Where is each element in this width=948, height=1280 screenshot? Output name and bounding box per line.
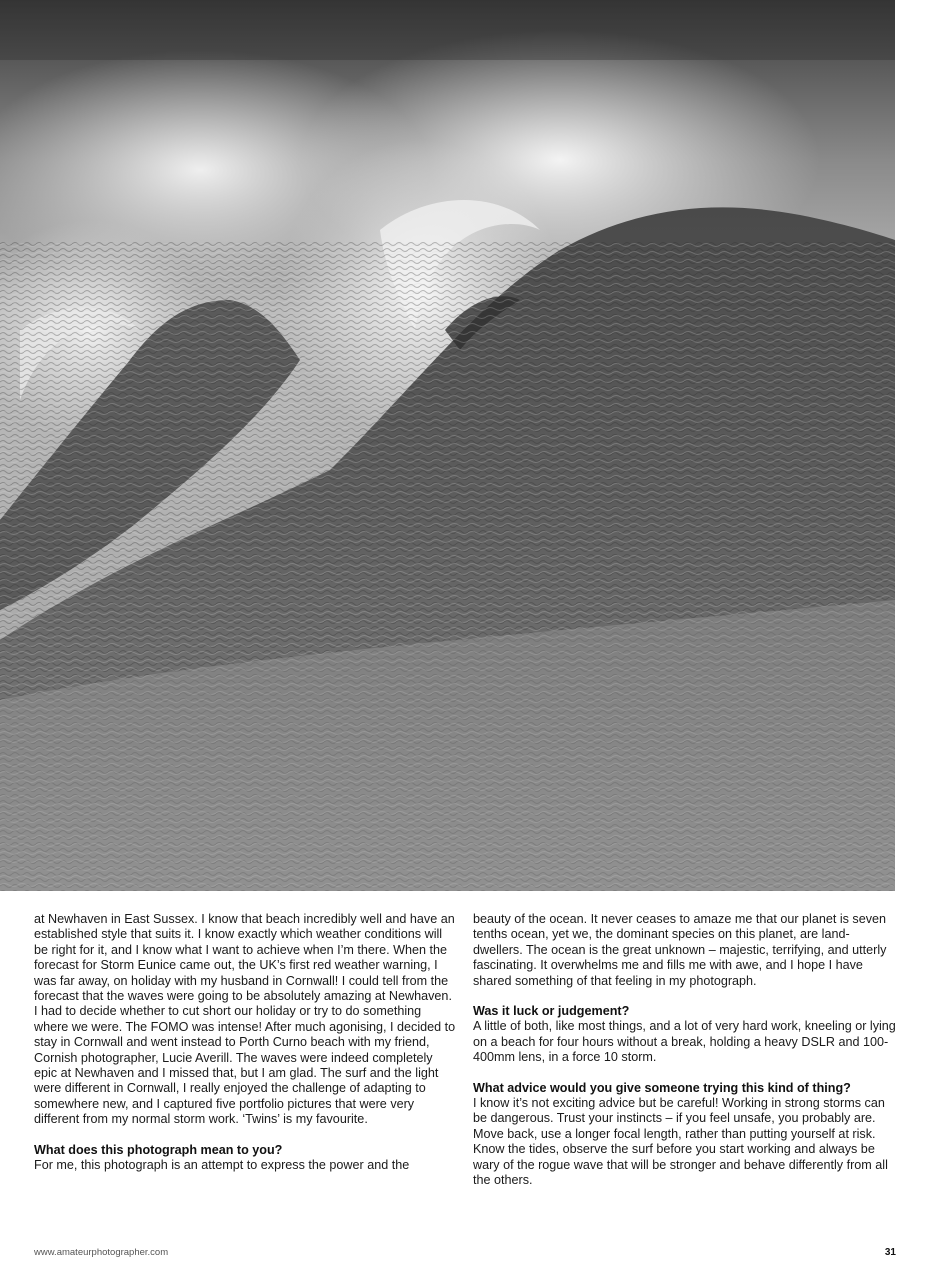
section-heading: Was it luck or judgement? — [473, 1004, 630, 1019]
section-heading: What advice would you give someone trying this kind of thing? — [473, 1080, 851, 1095]
left-column — [34, 912, 457, 1189]
body-paragraph: A little of both, like most things, and a lot of very hard work, kneeling or lying on a beach for four hours without a break, holding a heavy DSLR and 100-400mm lens, in a force 10 storm. — [473, 1019, 896, 1065]
article-body — [34, 912, 896, 1189]
body-paragraph: I know it’s not exciting advice but be careful! Working in strong storms can be dangerous. Trust your instincts – if you feel unsafe, you probably are. Move back, use a longer focal length, rather than putting yourself at risk. Know the tides, observe the surf before you start working and always be wary of the rogue wave that will be stronger and behave differently from all the others. — [473, 1096, 888, 1188]
page-number: 31 — [884, 1247, 896, 1258]
body-paragraph: For me, this photograph is an attempt to express the power and the — [34, 1158, 410, 1173]
body-paragraph: at Newhaven in East Sussex. I know that beach incredibly well and have an established style that suits it. I know exactly which weather conditions will be right for it, and I know what I want to achieve when I’m there. When the forecast for Storm Eunice came out, the UK’s first red weather warning, I was far away, on holiday with my husband in Cornwall! I could tell from the forecast that the waves were going to be absolutely amazing at Newhaven. I had to decide whether to cut short our holiday or try to do something where we were. The FOMO was intense! After much agonising, I decided to stay in Cornwall and went instead to Porth Curno beach with my friend, Cornish photographer, Lucie Averill. The waves were indeed completely epic at Newhaven and I missed that, but I am glad. The surf and the light were different in Cornwall, I really enjoyed the challenge of adapting to somewhere new, and I captured five portfolio pictures that were very different from my normal storm work. ‘Twins’ is my favourite. — [34, 912, 456, 1127]
section-heading: What does this photograph mean to you? — [34, 1142, 283, 1157]
page-footer — [34, 1247, 896, 1258]
right-column — [473, 912, 896, 1189]
body-paragraph: beauty of the ocean. It never ceases to amaze me that our planet is seven tenths ocean, yet we, the dominant species on this planet, are land-dwellers. The ocean is the great unknown – majestic, terrifying, and utterly fascinating. It overwhelms me and fills me with awe, and I hope I have shared something of that feeling in my photograph. — [473, 912, 887, 988]
website-link[interactable]: www.amateurphotographer.com — [34, 1247, 169, 1258]
